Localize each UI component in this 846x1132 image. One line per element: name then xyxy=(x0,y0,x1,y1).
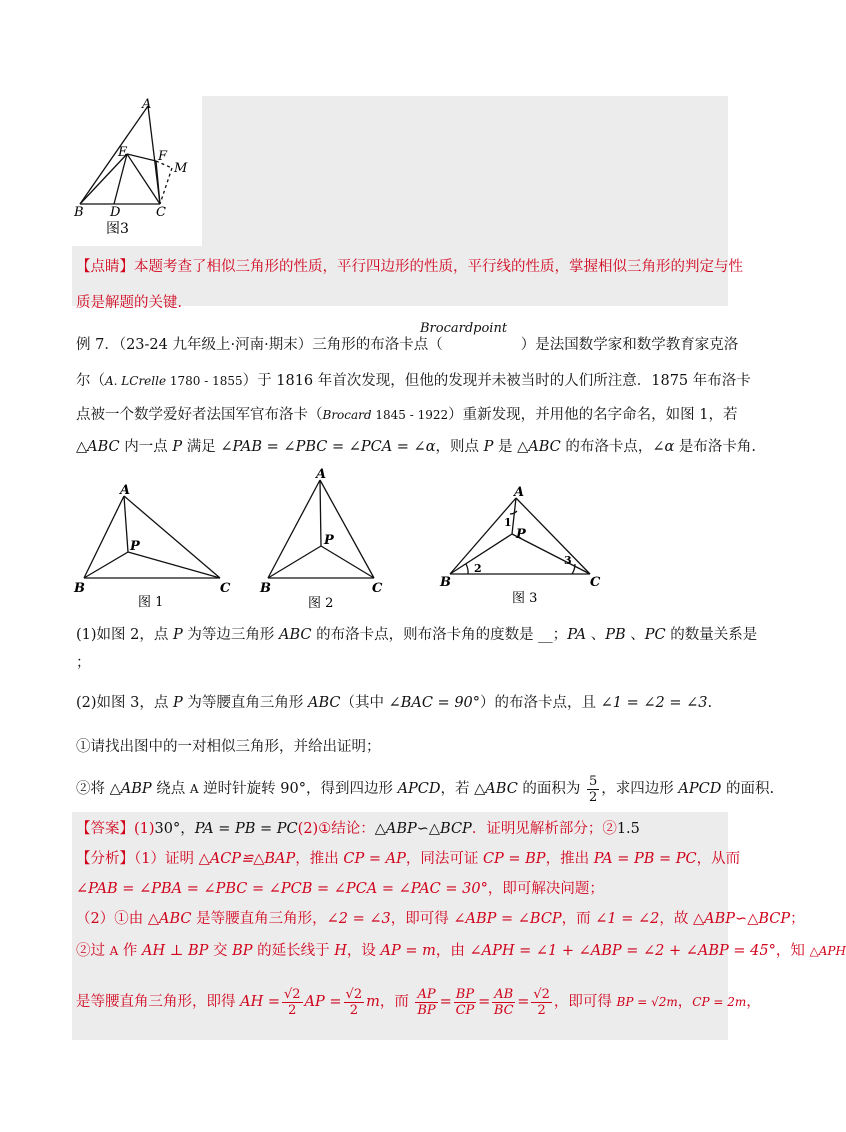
dianjing-line1: 【点睛】本题考查了相似三角形的性质，平行四边形的性质，平行线的性质，掌握相似三角形的判定与性 xyxy=(76,259,743,275)
figure-2 xyxy=(258,466,388,614)
label-M: M xyxy=(174,161,188,176)
label-F: F xyxy=(158,149,168,164)
area-fraction: $\frac{5}{2}$ xyxy=(589,773,598,805)
figure-caption: 图3 xyxy=(106,221,129,237)
fig3-C: C xyxy=(590,575,601,590)
fig2-caption: 图 2 xyxy=(308,596,334,611)
fig1-C: C xyxy=(220,581,231,596)
dianjing-line2: 质是解题的关键． xyxy=(76,295,192,311)
analysis-line4: ②过 A 作 AH ⊥ BP 交 BP 的延长线于 H，设 AP = m，由 ∠APH = ∠1 + ∠ABP = ∠2 + ∠ABP = 45°，知 △APH xyxy=(76,943,846,959)
sub-question-1: ①请找出图中的一对相似三角形，并给出证明； xyxy=(76,739,381,755)
fig1-P: P xyxy=(130,539,140,554)
question-2: (2)如图 3，点 P 为等腰直角三角形 ABC（其中 ∠BAC = 90°）的布洛卡点，且 ∠1 = ∠2 = ∠3. xyxy=(76,695,713,711)
analysis-line2: ∠PAB = ∠PBA = ∠PBC = ∠PCB = ∠PCA = ∠PAC = 30°，即可解决问题； xyxy=(76,881,604,897)
answer-tag: 【答案】 xyxy=(76,821,134,837)
example-line2: 尔（A. LCrelle 1780 - 1855）于 1816 年首次发现，但他的发现并未被当时的人们所注意．1875 年布洛卡 xyxy=(76,373,751,389)
question-1-end: ； xyxy=(76,655,91,671)
dianjing-tag: 【点睛】 xyxy=(76,259,134,275)
fig1-B: B xyxy=(74,581,85,596)
analysis-line1: 【分析】（1）证明 △ACP≌△BAP，推出 CP = AP，同法可证 CP = BP，推出 PA = PB = PC，从而 xyxy=(76,851,741,867)
fig2-P: P xyxy=(324,533,334,548)
fig3-angle-1: 1 xyxy=(504,516,512,529)
label-A: A xyxy=(142,97,152,112)
answer-line: 【答案】(1)30°，PA = PB = PC(2)①结论：△ABP∽△BCP．证明见解析部分；②1.5 xyxy=(76,821,640,837)
fig2-B: B xyxy=(260,581,271,596)
fig3-angle-3: 3 xyxy=(564,554,572,567)
fig3-A: A xyxy=(514,485,525,500)
figure-1 xyxy=(72,482,252,612)
fig3-caption: 图 3 xyxy=(512,591,538,606)
fig1-A: A xyxy=(120,483,131,498)
analysis-line3: （2）①由 △ABC 是等腰直角三角形，∠2 = ∠3，即可得 ∠ABP = ∠BCP，而 ∠1 = ∠2，故 △ABP∽△BCP； xyxy=(76,911,805,927)
analysis-tag: 【分析】 xyxy=(76,851,134,867)
sub-question-2: ②将 △ABP 绕点 A 逆时针旋转 90°，得到四边形 APCD，若 △ABC 的面积为 $\frac{5}{2}$ ，求四边形 APCD 的面积. xyxy=(76,773,775,805)
brocardpoint-label: Brocardpoint xyxy=(420,321,508,336)
fig2-C: C xyxy=(372,581,383,596)
fig2-A: A xyxy=(316,467,327,482)
label-E: E xyxy=(118,145,128,160)
analysis-line5: 是等腰直角三角形，即得 AH = $\frac{√2}{2}$ AP = $\frac{√2}{2}$ m，而 $\frac{AP}{BP}$ = $\frac{BP}{CP}$ = $\frac{AB}{BC}$ = $\frac{√2}{2}$ ，即可得 BP = √2m，CP = 2m， xyxy=(76,986,761,1018)
fig3-angle-2: 2 xyxy=(474,562,482,575)
example-line3: 点被一个数学爱好者法国军官布洛卡（Brocard 1845 - 1922）重新发现，并用他的名字命名，如图 1，若 xyxy=(76,407,738,423)
fig3-B: B xyxy=(440,575,451,590)
example-line4: △ABC 内一点 P 满足 ∠PAB = ∠PBC = ∠PCA = ∠α，则点 P 是 △ABC 的布洛卡点，∠α 是布洛卡角. xyxy=(76,439,757,455)
question-1: (1)如图 2，点 P 为等边三角形 ABC 的布洛卡点，则布洛卡角的度数是 __；PA 、PB 、PC 的数量关系是 xyxy=(76,627,758,643)
figure-top xyxy=(72,96,202,241)
label-C: C xyxy=(156,205,166,220)
fig1-caption: 图 1 xyxy=(138,595,164,610)
fig3-P: P xyxy=(516,527,526,542)
example-line1: 例 7．（23-24 九年级上·河南·期末）三角形的布洛卡点（ ）是法国数学家和数学教育家克洛 xyxy=(76,337,739,353)
figure-3 xyxy=(436,484,616,610)
label-B: B xyxy=(74,205,84,220)
label-D: D xyxy=(110,205,121,220)
